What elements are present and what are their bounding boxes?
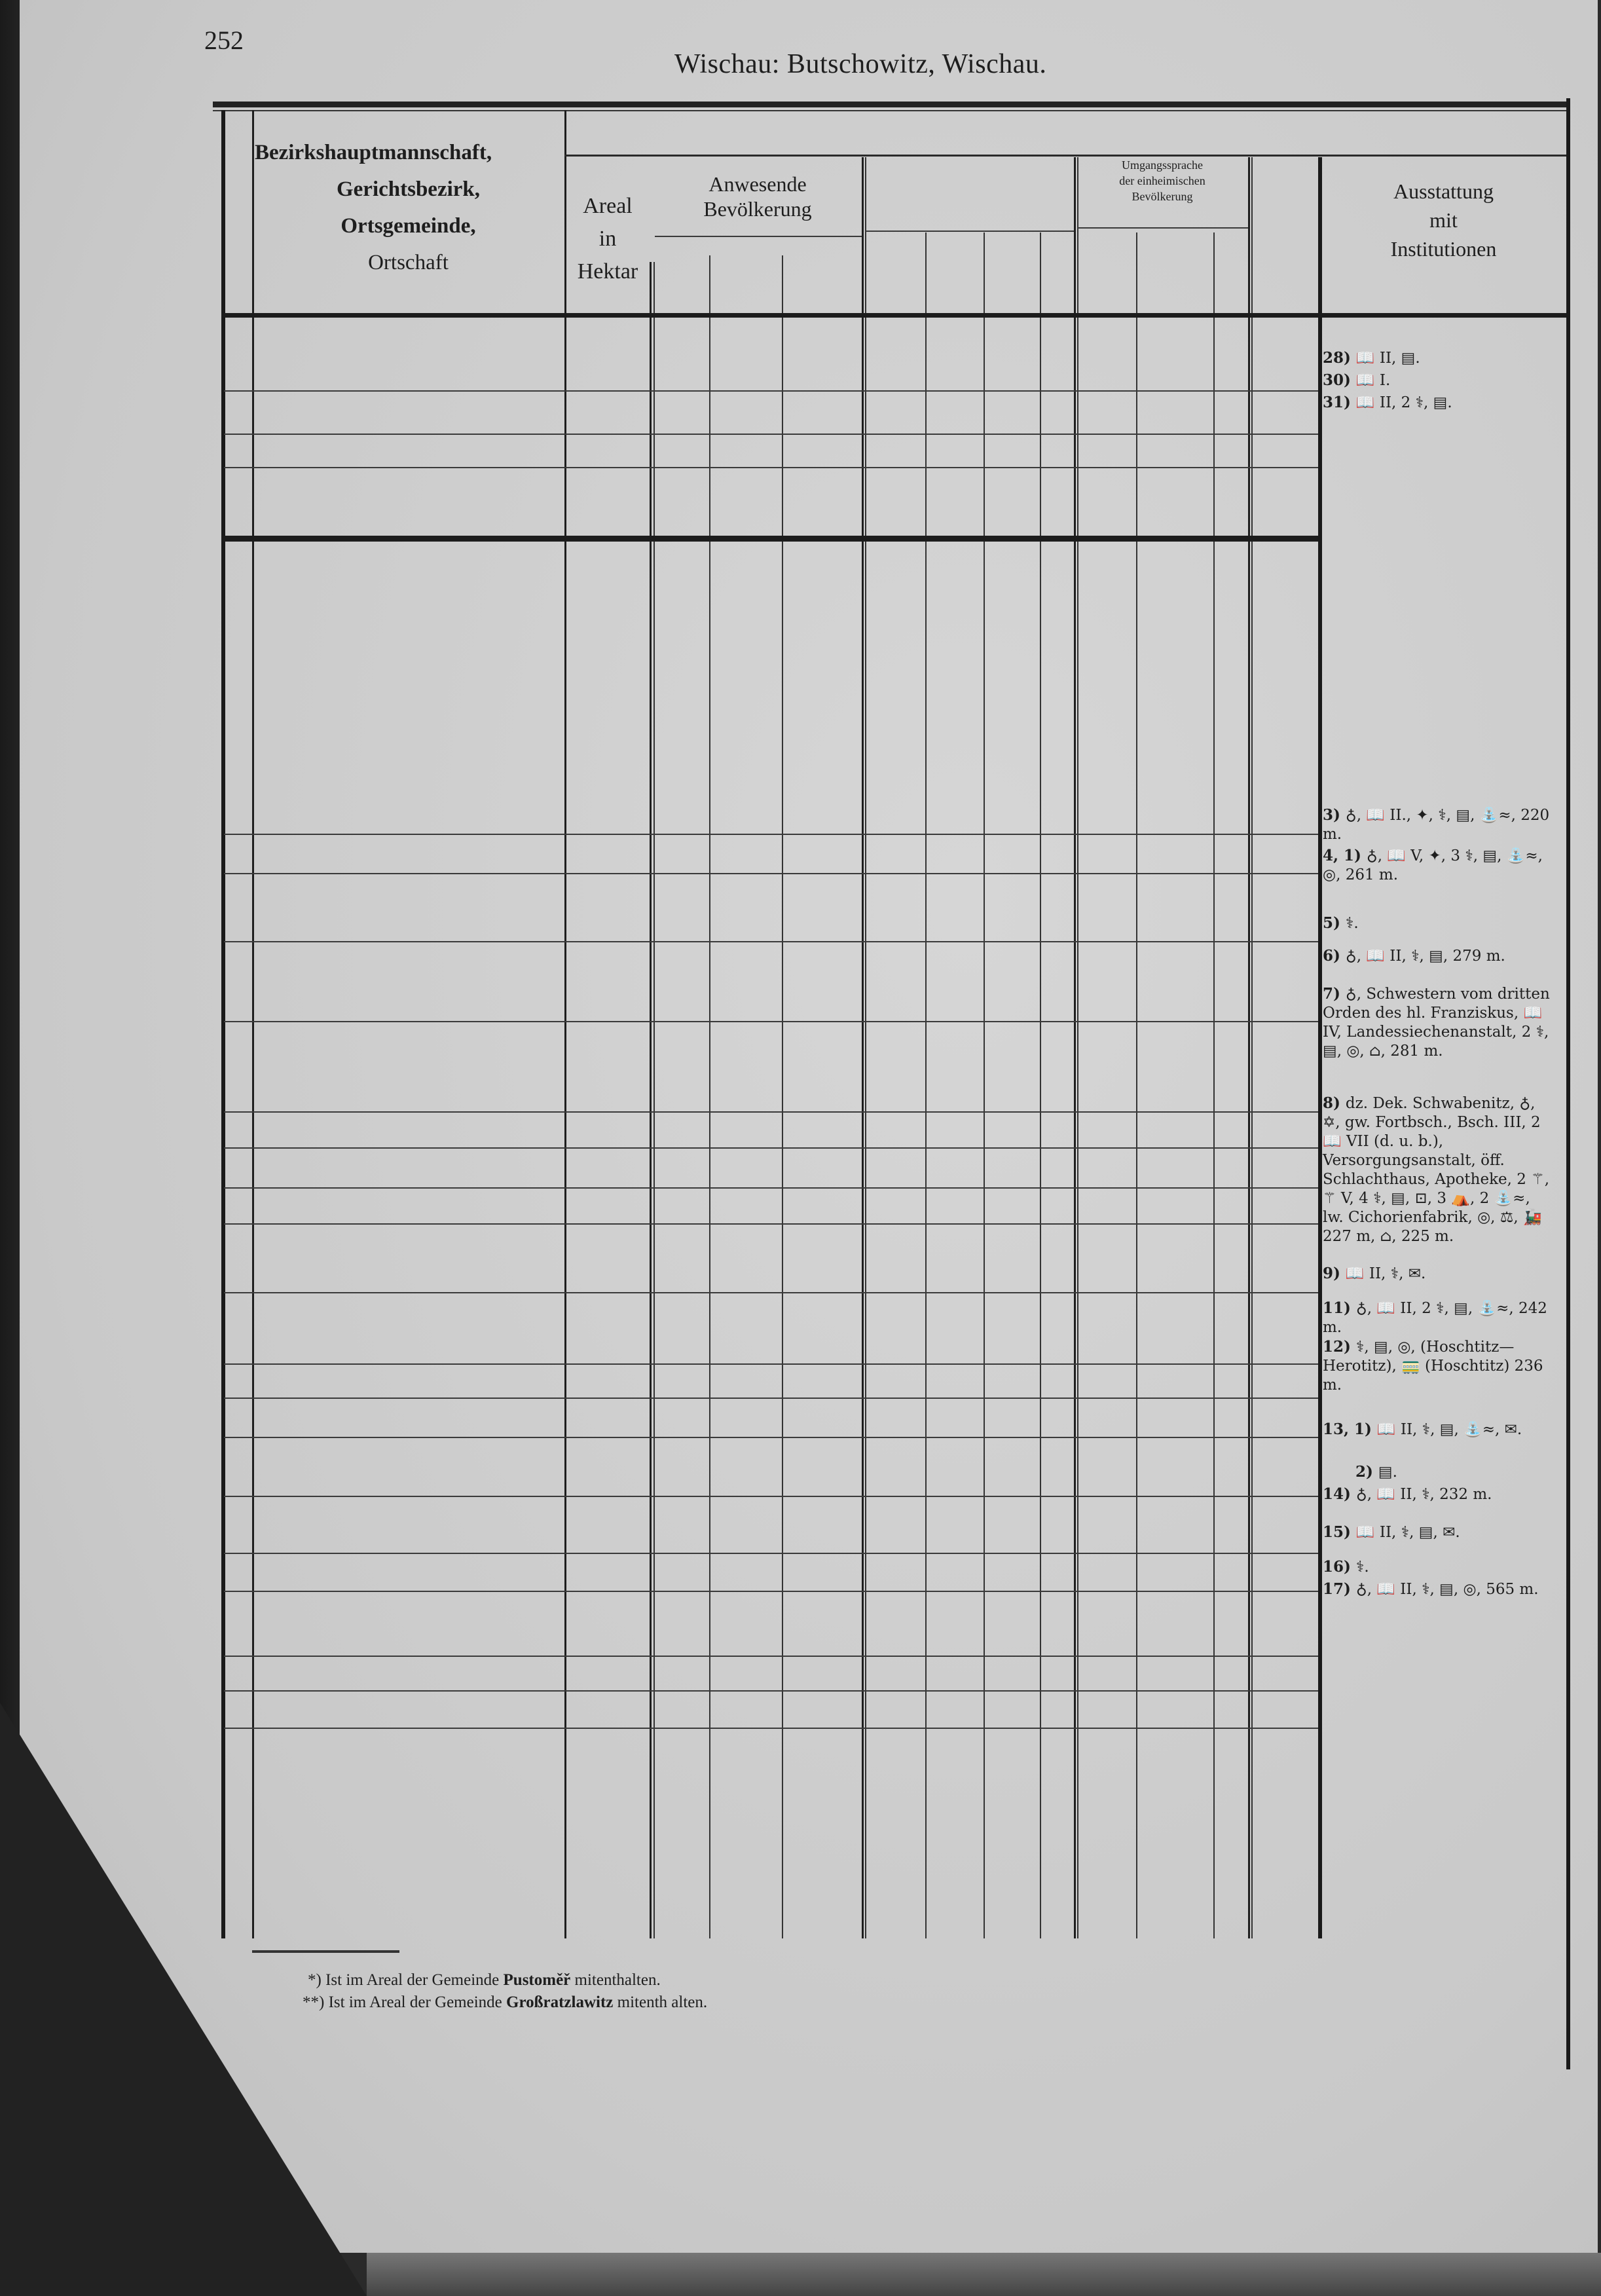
row-rule xyxy=(224,1147,1318,1149)
col-header-name-line: Gerichtsbezirk, xyxy=(336,177,481,201)
col-header-areal xyxy=(567,190,648,288)
col-header-ausstattung-line: Institutionen xyxy=(1390,237,1497,261)
ausstattung-entry xyxy=(1323,946,1552,966)
row-rule xyxy=(224,1021,1318,1022)
table-top-rule-thin xyxy=(213,110,1568,111)
header-sub-rule xyxy=(866,231,1074,232)
row-rule xyxy=(224,1187,1318,1189)
row-rule xyxy=(224,1398,1318,1399)
ausstattung-entry xyxy=(1323,984,1552,1061)
column-divider xyxy=(1136,232,1137,1938)
group-end-rule xyxy=(221,536,1318,540)
ausstattung-text: ♁, 📖 II, ⚕, ▤, 279 m. xyxy=(1345,948,1505,965)
col-header-ausstattung-line: mit xyxy=(1429,208,1458,232)
col-header-ausstattung xyxy=(1325,177,1562,263)
col-header-name-line: Bezirkshauptmannschaft, xyxy=(255,141,492,164)
column-divider xyxy=(862,157,864,1938)
ausstattung-text: 📖 II, ⚕, ▤, ✉. xyxy=(1355,1524,1460,1541)
column-divider xyxy=(782,255,783,1938)
col-header-sprache-line: Bevölkerung xyxy=(1132,190,1193,203)
row-rule xyxy=(224,1690,1318,1692)
row-rule xyxy=(224,834,1318,835)
ausstattung-entry xyxy=(1323,1264,1552,1284)
col-header-number xyxy=(227,118,250,308)
row-rule xyxy=(224,873,1318,874)
row-rule xyxy=(224,1496,1318,1497)
column-divider xyxy=(925,232,927,1938)
ausstattung-entry xyxy=(1323,1523,1552,1542)
ausstattung-entry xyxy=(1323,1557,1552,1577)
col-header-konf-sub xyxy=(871,237,921,309)
ausstattung-ref: 28) xyxy=(1323,349,1356,367)
col-header-konf-sub xyxy=(989,237,1036,309)
col-header-ausstattung-line: Ausstattung xyxy=(1393,179,1494,203)
ausstattung-entry xyxy=(1323,1485,1552,1504)
ausstattung-ref: 3) xyxy=(1323,806,1346,824)
col-header-sprache-sub xyxy=(1217,236,1245,309)
row-rule xyxy=(224,1111,1318,1113)
ausstattung-entry xyxy=(1323,1580,1552,1599)
col-header-konf-sub xyxy=(1045,237,1070,309)
row-rule xyxy=(224,1292,1318,1293)
col-header-bev-line: Bevölkerung xyxy=(703,197,812,221)
col-header-sprache-sub xyxy=(1082,236,1133,309)
ausstattung-text: dz. Dek. Schwabenitz, ♁, ✡, gw. Fortbsch., Bsch. III, 2 📖 VII (d. u. b.), Versorgungsanstalt, öff. Schlachthaus, Apotheke, 2 ⚚, ⚚ V, 4 ⚕, ▤, ⊡, 3 ⛺, 2 ⛲≈, lw. Cichorienfabrik, ◎, ⚖, 🚂 227 m, ⌂, 225 m. xyxy=(1323,1095,1550,1245)
col-header-sprache-line: der einheimischen xyxy=(1119,174,1205,187)
col-header-sprache-line: Umgangssprache xyxy=(1122,158,1203,172)
ausstattung-ref: 2) xyxy=(1355,1463,1378,1481)
ausstattung-text: ♁, 📖 II, ⚕, 232 m. xyxy=(1355,1486,1492,1503)
footnote-1 xyxy=(308,1971,661,1990)
row-rule xyxy=(224,467,1318,468)
ausstattung-entry xyxy=(1323,914,1552,933)
ausstattung-text: ♁, 📖 II, 2 ⚕, ▤, ⛲≈, 242 m. xyxy=(1323,1300,1547,1336)
ausstattung-text: ⚕. xyxy=(1355,1559,1369,1576)
column-divider xyxy=(1248,157,1250,1938)
col-header-konf-sub xyxy=(930,237,980,309)
column-divider xyxy=(653,262,655,1938)
footnote-text-end: mitenth alten. xyxy=(613,1993,708,2011)
ausstattung-ref: 30) xyxy=(1323,371,1356,389)
page-number: 252 xyxy=(204,26,244,55)
footnote-rule xyxy=(252,1950,399,1953)
ausstattung-ref: 5) xyxy=(1323,914,1346,932)
ausstattung-entry xyxy=(1323,371,1552,390)
ausstattung-ref: 13, 1) xyxy=(1323,1420,1377,1438)
ausstattung-ref: 11) xyxy=(1323,1299,1356,1317)
ausstattung-text: ♁, 📖 II, ⚕, ▤, ◎, 565 m. xyxy=(1355,1581,1539,1598)
ausstattung-ref: 8) xyxy=(1323,1094,1346,1112)
ausstattung-entry xyxy=(1323,1299,1552,1337)
column-divider xyxy=(1040,232,1041,1938)
column-divider xyxy=(1251,157,1253,1938)
column-divider xyxy=(1074,157,1076,1938)
col-header-name xyxy=(255,134,562,281)
column-divider xyxy=(1318,157,1322,1938)
column-divider xyxy=(1077,157,1078,1938)
ausstattung-text: 📖 I. xyxy=(1355,372,1391,389)
row-rule xyxy=(224,1728,1318,1729)
row-rule xyxy=(224,1363,1318,1365)
col-header-areal-line: in xyxy=(598,227,617,251)
ausstattung-ref: 6) xyxy=(1323,947,1346,965)
ausstattung-ref: 12) xyxy=(1323,1338,1356,1356)
ausstattung-entry xyxy=(1323,805,1552,844)
row-rule xyxy=(224,434,1318,435)
column-divider xyxy=(1213,232,1215,1938)
column-divider xyxy=(564,110,566,1938)
row-rule xyxy=(224,1553,1318,1554)
footnote-mark: **) xyxy=(303,1993,325,2011)
header-group-rule xyxy=(564,155,1566,157)
row-rule xyxy=(224,1437,1318,1438)
ausstattung-entry xyxy=(1323,1094,1552,1246)
ausstattung-entry xyxy=(1323,1337,1552,1395)
col-header-bev-line: Anwesende xyxy=(708,172,807,196)
ausstattung-ref: 15) xyxy=(1323,1523,1356,1541)
footnote-bold: Großratzlawitz xyxy=(506,1993,614,2011)
col-header-sprache-sub xyxy=(1140,236,1211,309)
header-sub-rule xyxy=(1078,227,1248,229)
col-header-areal-line: Areal xyxy=(583,194,633,218)
ausstattung-entry xyxy=(1323,348,1552,368)
ausstattung-text: 📖 II, ⚕, ✉. xyxy=(1345,1265,1426,1282)
col-header-name-line: Ortschaft xyxy=(368,251,449,274)
column-divider xyxy=(865,157,866,1938)
col-header-areal-line: Hektar xyxy=(577,259,638,284)
col-header-name-line: Ortsgemeinde, xyxy=(340,214,476,238)
ausstattung-ref: 17) xyxy=(1323,1580,1356,1598)
header-bottom-rule xyxy=(221,313,1566,318)
row-rule xyxy=(224,1223,1318,1225)
column-divider xyxy=(650,262,652,1938)
ausstattung-entry xyxy=(1323,1420,1552,1439)
footnote-bold: Pustoměř xyxy=(503,1971,571,1989)
row-rule xyxy=(224,390,1318,392)
ausstattung-text: 📖 II, 2 ⚕, ▤. xyxy=(1355,394,1452,411)
row-rule xyxy=(224,1656,1318,1657)
ausstattung-entry xyxy=(1323,846,1552,885)
page-title: Wischau: Butschowitz, Wischau. xyxy=(674,49,1047,79)
ausstattung-text: ♁, 📖 V, ✦, 3 ⚕, ▤, ⛲≈, ◎, 261 m. xyxy=(1323,847,1543,883)
row-rule xyxy=(224,1591,1318,1592)
ausstattung-text: ♁, Schwestern vom dritten Orden des hl. Franziskus, 📖 IV, Landessiechenanstalt, 2 ⚕, ▤, ◎, ⌂, 281 m. xyxy=(1323,986,1550,1060)
scan-background-bottom xyxy=(367,2253,1601,2296)
footnote-text: Ist im Areal der Gemeinde xyxy=(328,1993,507,2011)
column-divider xyxy=(984,232,985,1938)
column-divider xyxy=(709,255,710,1938)
ausstattung-text: 📖 II, ▤. xyxy=(1355,350,1420,367)
column-divider xyxy=(221,110,225,1938)
table-top-rule xyxy=(213,102,1568,107)
ausstattung-text: 📖 II, ⚕, ▤, ⛲≈, ✉. xyxy=(1376,1421,1522,1438)
ausstattung-text: ▤. xyxy=(1378,1464,1397,1481)
ausstattung-ref: 14) xyxy=(1323,1485,1356,1503)
ausstattung-ref: 9) xyxy=(1323,1265,1346,1282)
col-header-haeuser xyxy=(1260,196,1310,301)
row-rule xyxy=(224,941,1318,942)
col-header-sprache xyxy=(1078,157,1247,204)
ausstattung-ref: 16) xyxy=(1323,1558,1356,1576)
footnote-text: Ist im Areal der Gemeinde xyxy=(325,1971,504,1989)
column-divider xyxy=(1566,98,1570,2069)
ausstattung-ref: 7) xyxy=(1323,985,1346,1003)
column-divider xyxy=(252,110,254,1938)
ausstattung-text: ⚕, ▤, ◎, (Hoschtitz—Herotitz), 🚃 (Hoschtitz) 236 m. xyxy=(1323,1339,1543,1394)
footnote-2 xyxy=(303,1993,707,2012)
col-header-bevoelkerung xyxy=(655,172,860,222)
ausstattung-entry xyxy=(1323,1462,1585,1482)
header-sub-rule xyxy=(655,236,862,237)
ausstattung-entry xyxy=(1323,393,1552,413)
ausstattung-ref: 4, 1) xyxy=(1323,847,1367,864)
footnote-mark: *) xyxy=(308,1971,322,1989)
ausstattung-text: ♁, 📖 II., ✦, ⚕, ▤, ⛲≈, 220 m. xyxy=(1323,807,1550,843)
footnote-text-end: mitenthalten. xyxy=(570,1971,661,1989)
ausstattung-text: ⚕. xyxy=(1345,915,1359,932)
ausstattung-ref: 31) xyxy=(1323,394,1356,411)
